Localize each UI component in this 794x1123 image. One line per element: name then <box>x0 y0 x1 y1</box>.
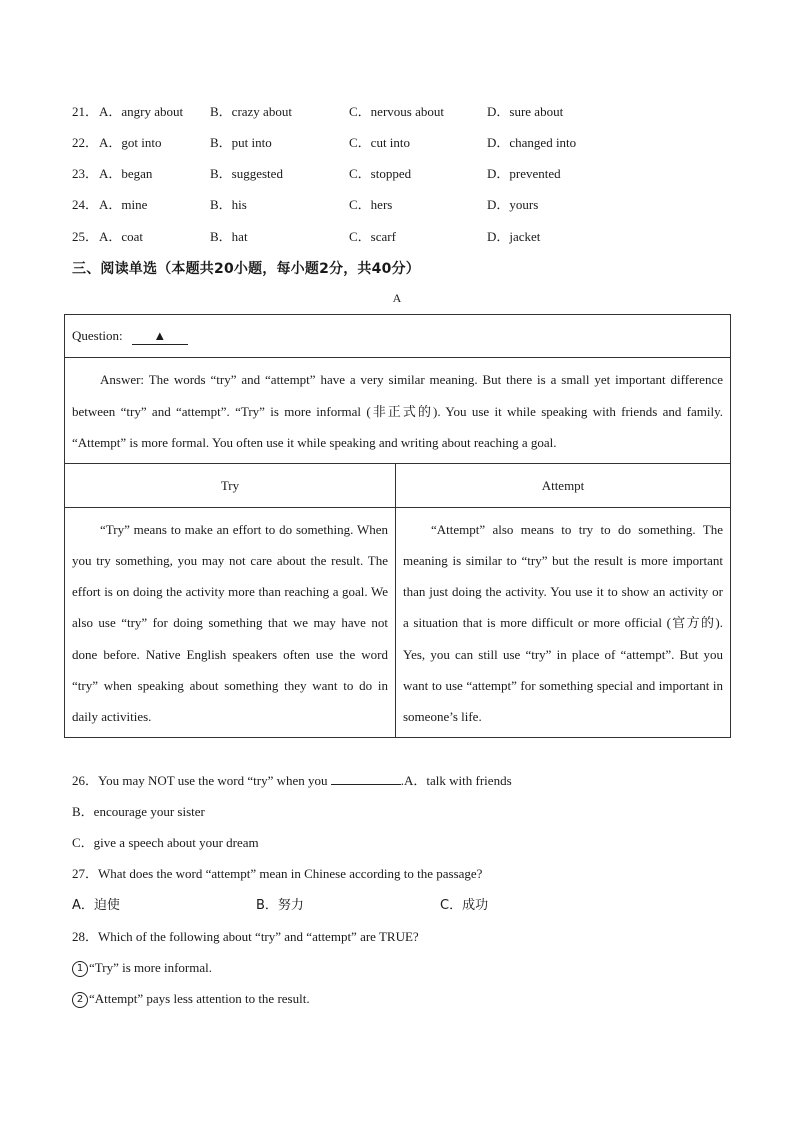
option-a: A．mine <box>99 197 148 212</box>
question-number: 21． <box>72 104 99 119</box>
option-b: B．crazy about <box>210 104 292 119</box>
option-c: C．stopped <box>349 166 412 181</box>
circled-number: 1 <box>72 961 88 977</box>
column-header-try: Try <box>65 463 396 507</box>
question-26-option-a: .A．talk with friends <box>400 773 512 788</box>
option-c: C．hers <box>349 197 393 212</box>
option-b: B．hat <box>210 229 248 244</box>
attempt-text: “Attempt” also means to try to do something. The meaning is similar to “try” but the result is more important than just doing the activity. You use it to show an activity or a situation that is more difficult or more official (官方的). Yes, you can still use “try” in place of “attempt”. But you want to use “attempt” for something special and important in someone’s life. <box>403 521 723 725</box>
option-b: B．努力 <box>256 898 304 913</box>
option-a: A．angry about <box>99 104 184 119</box>
question-number: 24． <box>72 197 99 212</box>
question-blank: ▲ <box>132 328 188 345</box>
question-number: 22． <box>72 135 99 150</box>
try-cell <box>65 507 396 737</box>
question-number: 25． <box>72 229 99 244</box>
option-c: C．scarf <box>349 229 396 244</box>
attempt-cell <box>396 507 731 737</box>
question-cell <box>65 315 731 358</box>
option-b: B．suggested <box>210 166 283 181</box>
section-title: 三、阅读单选（本题共20小题，每小题2分，共40分） <box>72 261 420 277</box>
option-d: D．jacket <box>487 229 541 244</box>
passage-label: A <box>392 291 402 305</box>
statement-text: “Try” is more informal. <box>89 960 212 975</box>
try-text: “Try” means to make an effort to do something. When you try something, you may not care about the result. The effort is on doing the activity more than reaching a goal. We also use “try” for doing something that we may have not done before. Native English speakers often use the word “try” when speaking about something they want to do in daily activities. <box>72 521 388 725</box>
option-d: D．changed into <box>487 135 577 150</box>
option-d: D．sure about <box>487 104 564 119</box>
question-26-option-b: B．encourage your sister <box>72 804 205 819</box>
question-27-stem: 27．What does the word “attempt” mean in Chinese according to the passage? <box>72 866 483 881</box>
question-26-option-c: C．give a speech about your dream <box>72 835 259 850</box>
option-c: C．cut into <box>349 135 411 150</box>
column-header-attempt: Attempt <box>396 463 731 507</box>
option-d: D．yours <box>487 197 539 212</box>
option-b: B．put into <box>210 135 272 150</box>
option-a: A．began <box>99 166 153 181</box>
statement-1 <box>72 958 212 978</box>
option-a: A．coat <box>99 229 144 244</box>
question-27-options <box>72 896 572 916</box>
answer-cell <box>65 358 731 464</box>
question-26-stem: 26．You may NOT use the word “try” when you <box>72 773 328 788</box>
statement-text: “Attempt” pays less attention to the result. <box>89 991 310 1006</box>
option-c: C．nervous about <box>349 104 444 119</box>
question-number: 23． <box>72 166 99 181</box>
option-b: B．his <box>210 197 247 212</box>
option-a: A．got into <box>99 135 162 150</box>
question-28-stem: 28．Which of the following about “try” and “attempt” are TRUE? <box>72 929 419 944</box>
option-a: A．迫使 <box>72 898 120 913</box>
option-c: C．成功 <box>440 898 489 913</box>
answer-text: Answer: The words “try” and “attempt” have a very similar meaning. But there is a small yet important difference between “try” and “attempt”. “Try” is more informal (非正式的). You use it while speaking with friends and family. “Attempt” is more formal. You often use it while speaking and writing about reaching a goal. <box>72 372 723 450</box>
statement-2 <box>72 989 310 1009</box>
option-d: D．prevented <box>487 166 561 181</box>
answer-blank <box>331 771 401 785</box>
question-26 <box>72 771 512 791</box>
circled-number: 2 <box>72 992 88 1008</box>
passage-table <box>64 314 731 738</box>
question-label: Question: <box>72 328 123 343</box>
